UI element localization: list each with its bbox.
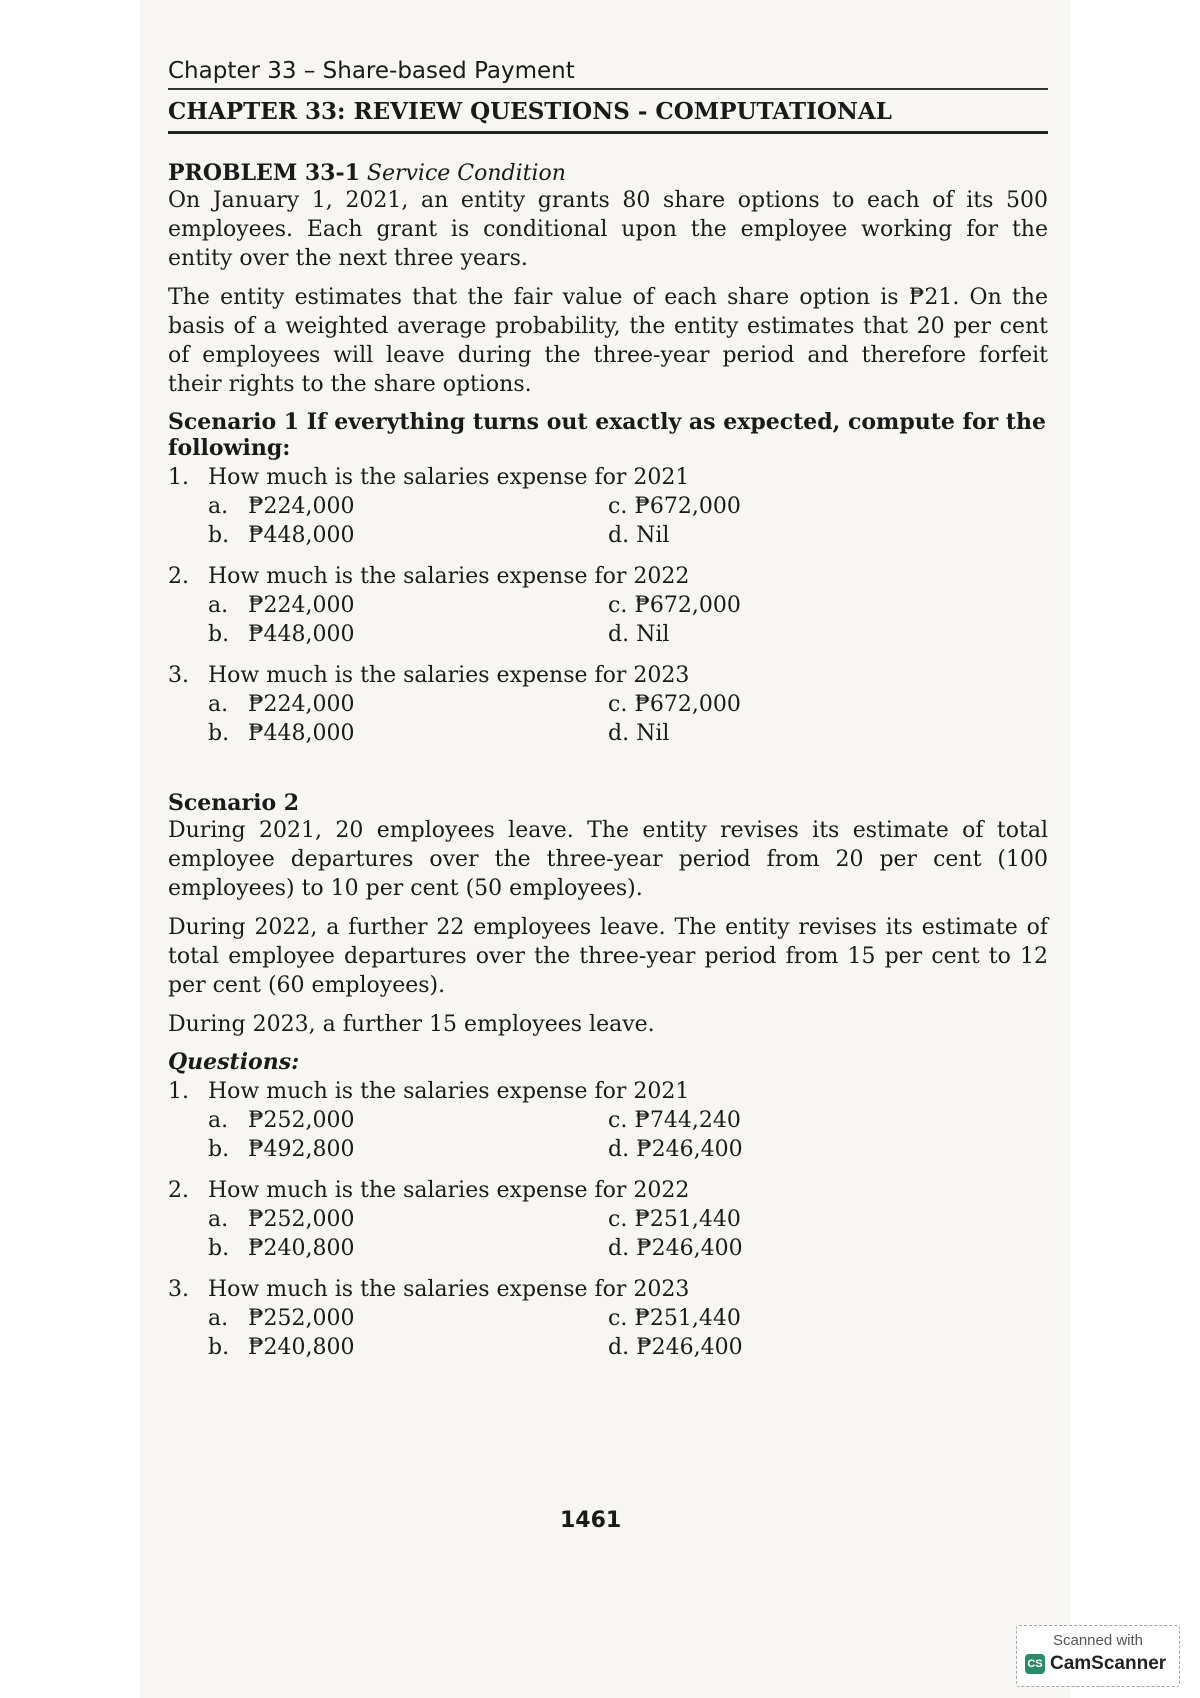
- choice-c: [608, 591, 908, 620]
- choice-b: [208, 1135, 608, 1164]
- choice-value: ₱492,800: [248, 1137, 355, 1162]
- choice-value: ₱246,400: [636, 1335, 743, 1360]
- choice-letter: a.: [208, 593, 229, 618]
- choice-letter: d.: [608, 1236, 630, 1261]
- choice-d: [608, 1135, 908, 1164]
- choice-c: [608, 492, 908, 521]
- badge-caption: Scanned with: [1052, 1632, 1144, 1649]
- choice-letter: d.: [608, 1137, 630, 1162]
- problem-title: Service Condition: [366, 161, 566, 186]
- scenario1-instruction: If everything turns out exactly as expected, compute for the following:: [168, 409, 1047, 461]
- choice-a: [208, 690, 608, 719]
- choice-letter: b.: [208, 721, 230, 746]
- choice-d: [608, 620, 908, 649]
- scanner-badge: [1016, 1625, 1180, 1687]
- choice-value: ₱252,000: [248, 1207, 355, 1232]
- choice-a: [208, 1106, 608, 1135]
- question-number: 2.: [168, 1178, 189, 1203]
- choice-value: ₱246,400: [636, 1236, 743, 1261]
- running-head: Chapter 33 – Share-based Payment: [168, 58, 1048, 90]
- question-number: 3.: [168, 1277, 189, 1302]
- choice-letter: c.: [608, 1108, 628, 1133]
- scenario2-question-3: [168, 1275, 1048, 1362]
- choice-value: ₱672,000: [634, 692, 741, 717]
- choice-letter: d.: [608, 1335, 630, 1360]
- question-number: 3.: [168, 663, 189, 688]
- choice-letter: a.: [208, 1108, 229, 1133]
- scenario2-paragraph-2: During 2022, a further 22 employees leave. The entity revises its estimate of total employee departures over the three-year period from 15 per cent to 12 per cent (60 employees).: [168, 915, 1048, 998]
- choice-d: [608, 719, 908, 748]
- choice-b: [208, 1333, 608, 1362]
- scenario1-heading: [168, 409, 1048, 461]
- choice-letter: b.: [208, 1335, 230, 1360]
- choice-value: ₱224,000: [248, 494, 355, 519]
- choice-letter: a.: [208, 1207, 229, 1232]
- choice-a: [208, 1205, 608, 1234]
- choice-letter: b.: [208, 523, 230, 548]
- intro-paragraph-2: The entity estimates that the fair value of each share option is ₱21. On the basis of a weighted average probability, the entity estimates that 20 per cent of employees will leave during the three-year period and therefore forfeit their rights to the share options.: [168, 285, 1048, 397]
- choice-letter: c.: [608, 1306, 628, 1331]
- choice-d: [608, 521, 908, 550]
- question-number: 2.: [168, 564, 189, 589]
- choice-value: ₱252,000: [248, 1108, 355, 1133]
- choice-letter: c.: [608, 593, 628, 618]
- scenario1-question-1: [168, 463, 1048, 550]
- scenario2-question-2: [168, 1176, 1048, 1263]
- choice-letter: c.: [608, 1207, 628, 1232]
- document-content: [168, 58, 1048, 1362]
- question-number: 1.: [168, 465, 189, 490]
- choice-value: ₱448,000: [248, 523, 355, 548]
- choice-value: ₱672,000: [634, 494, 741, 519]
- badge-brand: CamScanner: [1050, 1653, 1167, 1674]
- choice-value: Nil: [636, 523, 670, 548]
- choice-c: [608, 1205, 908, 1234]
- choice-b: [208, 521, 608, 550]
- scenario2-paragraph-1: During 2021, 20 employees leave. The entity revises its estimate of total employee departures over the three-year period from 20 per cent (100 employees) to 10 per cent (50 employees).: [168, 818, 1048, 901]
- camscanner-logo-icon: CS: [1025, 1654, 1045, 1674]
- choice-letter: d.: [608, 523, 630, 548]
- choice-d: [608, 1234, 908, 1263]
- question-text: How much is the salaries expense for 2021: [208, 465, 690, 490]
- scenario1-label: Scenario 1: [168, 409, 300, 435]
- choice-value: ₱252,000: [248, 1306, 355, 1331]
- choice-letter: a.: [208, 1306, 229, 1331]
- choice-b: [208, 620, 608, 649]
- choice-d: [608, 1333, 908, 1362]
- choice-letter: a.: [208, 494, 229, 519]
- question-text: How much is the salaries expense for 2023: [208, 1277, 690, 1302]
- scenario2-heading: Scenario 2: [168, 790, 300, 816]
- choice-letter: b.: [208, 1137, 230, 1162]
- page-number: 1461: [560, 1508, 622, 1533]
- choice-value: ₱744,240: [634, 1108, 741, 1133]
- scenario1-question-3: [168, 661, 1048, 748]
- choice-letter: c.: [608, 692, 628, 717]
- question-text: How much is the salaries expense for 2021: [208, 1079, 690, 1104]
- choice-a: [208, 1304, 608, 1333]
- question-text: How much is the salaries expense for 2022: [208, 564, 690, 589]
- choice-value: ₱251,440: [634, 1306, 741, 1331]
- problem-heading: [168, 160, 1048, 186]
- scenario2-paragraph-3: During 2023, a further 15 employees leave.: [168, 1012, 655, 1037]
- choice-value: ₱672,000: [634, 593, 741, 618]
- choice-letter: c.: [608, 494, 628, 519]
- choice-b: [208, 1234, 608, 1263]
- choice-value: ₱246,400: [636, 1137, 743, 1162]
- question-text: How much is the salaries expense for 2023: [208, 663, 690, 688]
- choice-letter: d.: [608, 721, 630, 746]
- choice-letter: a.: [208, 692, 229, 717]
- choice-c: [608, 1106, 908, 1135]
- scenario1-question-2: [168, 562, 1048, 649]
- choice-value: ₱251,440: [634, 1207, 741, 1232]
- choice-letter: b.: [208, 1236, 230, 1261]
- choice-value: Nil: [636, 622, 670, 647]
- choice-a: [208, 591, 608, 620]
- choice-value: Nil: [636, 721, 670, 746]
- scenario2-question-1: [168, 1077, 1048, 1164]
- chapter-title: CHAPTER 33: REVIEW QUESTIONS - COMPUTATIONAL: [168, 98, 1048, 134]
- choice-value: ₱224,000: [248, 692, 355, 717]
- choice-letter: b.: [208, 622, 230, 647]
- choice-c: [608, 690, 908, 719]
- choice-a: [208, 492, 608, 521]
- question-number: 1.: [168, 1079, 189, 1104]
- choice-value: ₱448,000: [248, 721, 355, 746]
- choice-c: [608, 1304, 908, 1333]
- choice-value: ₱240,800: [248, 1236, 355, 1261]
- choice-value: ₱224,000: [248, 593, 355, 618]
- choice-value: ₱240,800: [248, 1335, 355, 1360]
- problem-label: PROBLEM 33-1: [168, 160, 360, 186]
- choice-value: ₱448,000: [248, 622, 355, 647]
- choice-letter: d.: [608, 622, 630, 647]
- intro-paragraph-1: On January 1, 2021, an entity grants 80 share options to each of its 500 employees. Each grant is conditional upon the employee working for the entity over the next three years.: [168, 188, 1048, 271]
- question-text: How much is the salaries expense for 2022: [208, 1178, 690, 1203]
- questions-label: Questions:: [168, 1049, 300, 1075]
- choice-b: [208, 719, 608, 748]
